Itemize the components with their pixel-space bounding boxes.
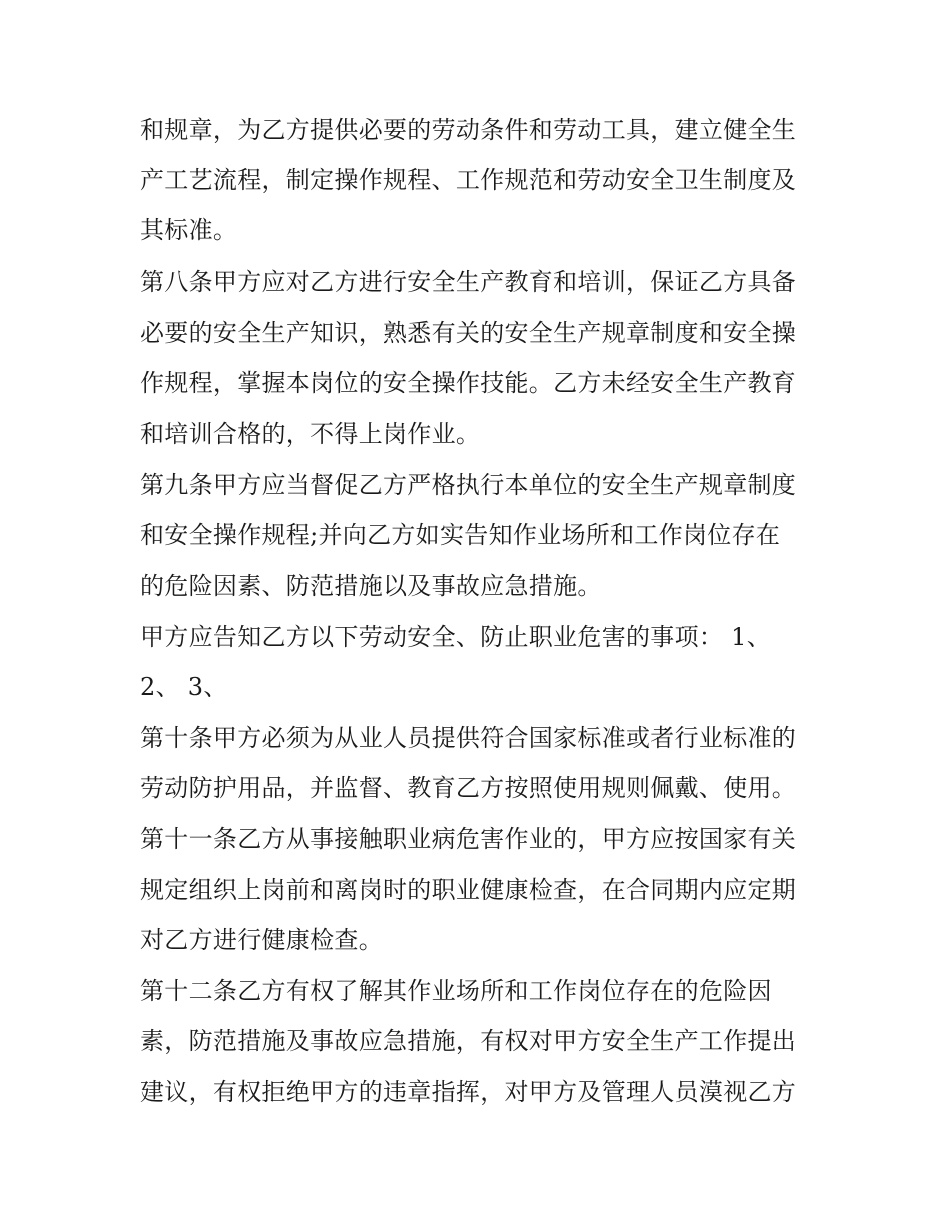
text-line: 2、 3、	[140, 673, 228, 701]
text-line: 第十条甲方必须为从业人员提供符合国家标准或者行业标准的	[140, 724, 797, 752]
text-line: 规定组织上岗前和离岗时的职业健康检查，在合同期内应定期	[140, 876, 797, 904]
text-line: 第十二条乙方有权了解其作业场所和工作岗位存在的危险因	[140, 977, 772, 1005]
text-line: 第九条甲方应当督促乙方严格执行本单位的安全生产规章制度	[140, 471, 797, 499]
text-line: 和安全操作规程;并向乙方如实告知作业场所和工作岗位存在	[140, 521, 781, 549]
text-line: 素，防范措施及事故应急措施，有权对甲方安全生产工作提出	[140, 1027, 797, 1055]
text-line: 和培训合格的，不得上岗作业。	[140, 420, 481, 448]
text-line: 劳动防护用品，并监督、教育乙方按照使用规则佩戴、使用。	[140, 774, 797, 802]
text-line: 和规章，为乙方提供必要的劳动条件和劳动工具，建立健全生	[140, 116, 797, 144]
text-line: 第十一条乙方从事接触职业病危害作业的，甲方应按国家有关	[140, 825, 797, 853]
text-line: 其标准。	[140, 216, 238, 244]
text-line: 甲方应告知乙方以下劳动安全、防止职业危害的事项： 1、	[140, 623, 771, 651]
text-line: 作规程，掌握本岗位的安全操作技能。乙方未经安全生产教育	[140, 369, 797, 397]
text-line: 建议，有权拒绝甲方的违章指挥，对甲方及管理人员漠视乙方	[140, 1078, 797, 1106]
text-line: 产工艺流程，制定操作规程、工作规范和劳动安全卫生制度及	[140, 166, 797, 194]
text-line: 对乙方进行健康检查。	[140, 926, 383, 954]
text-line: 必要的安全生产知识，熟悉有关的安全生产规章制度和安全操	[140, 319, 797, 347]
text-line: 第八条甲方应对乙方进行安全生产教育和培训，保证乙方具备	[140, 268, 797, 296]
text-line: 的危险因素、防范措施以及事故应急措施。	[140, 572, 602, 600]
